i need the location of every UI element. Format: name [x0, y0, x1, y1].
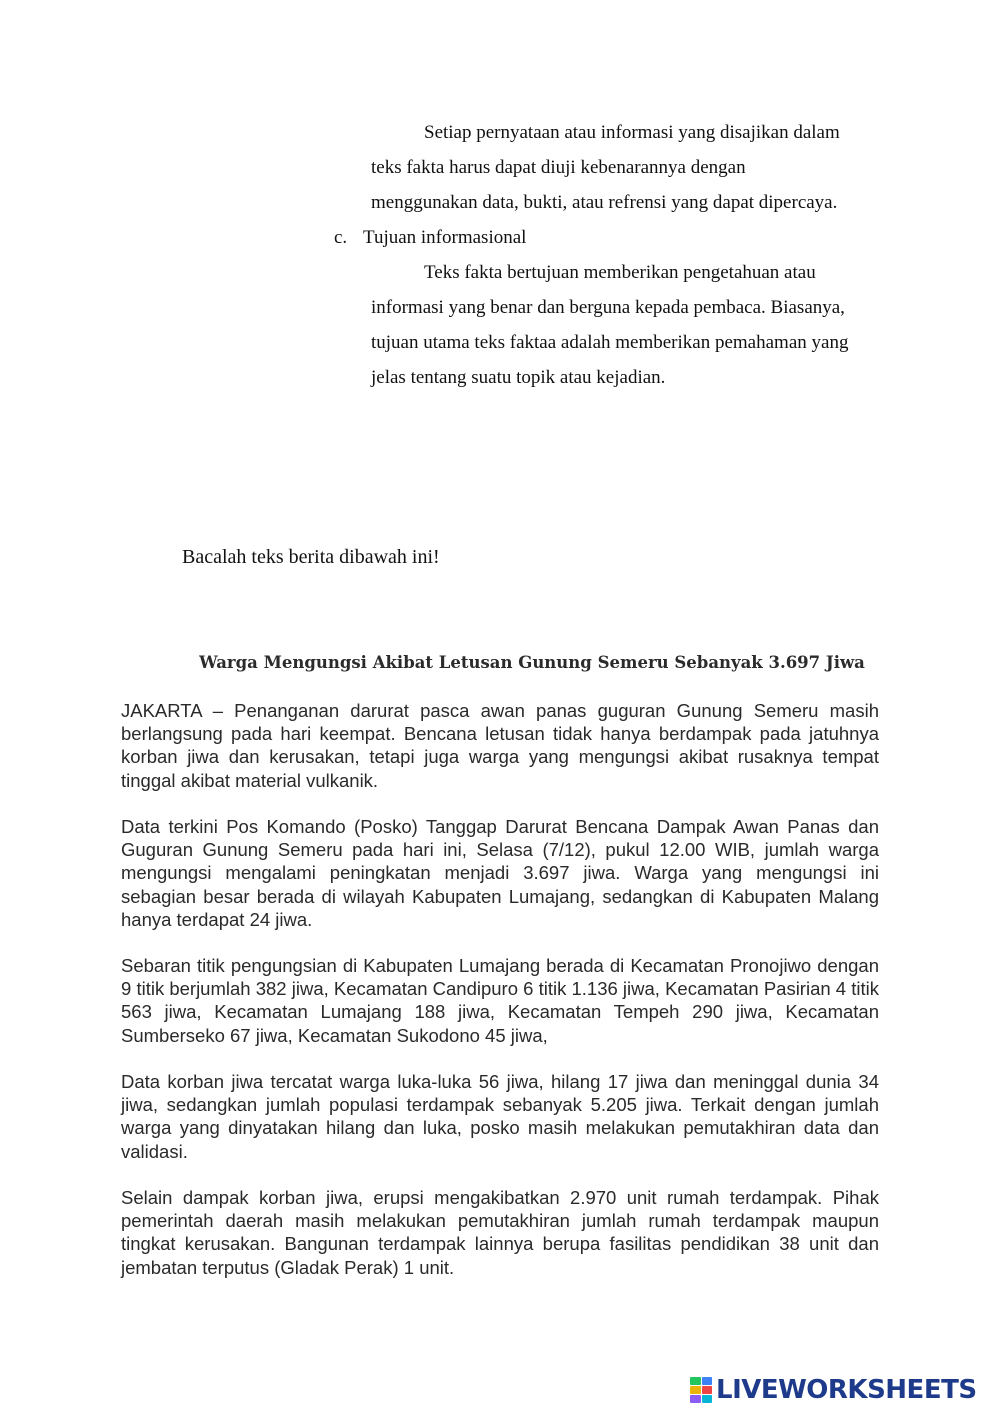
- fact-text-line: teks fakta harus dapat diuji kebenarannya dengan: [371, 157, 746, 178]
- logo-text: LIVEWORKSHEETS: [716, 1375, 977, 1405]
- logo-grid-icon: [690, 1377, 712, 1403]
- fact-text-line: Setiap pernyataan atau informasi yang disajikan dalam: [424, 122, 840, 143]
- instruction-text: Bacalah teks berita dibawah ini!: [182, 546, 440, 568]
- logo-square: [690, 1377, 701, 1385]
- article-paragraph: Selain dampak korban jiwa, erupsi mengakibatkan 2.970 unit rumah terdampak. Pihak pemerintah daerah masih melakukan pemutakhiran jumlah rumah terdampak maupun tingkat kerusakan. Bangunan terdampak lainnya berupa fasilitas pendidikan 38 unit dan jembatan terputus (Gladak Perak) 1 unit.: [121, 1187, 879, 1278]
- list-marker-c: c.: [334, 227, 348, 248]
- logo-square: [702, 1395, 713, 1403]
- article-paragraph: JAKARTA – Penanganan darurat pasca awan panas guguran Gunung Semeru masih berlangsung pada hari keempat. Bencana letusan tidak hanya berdampak pada jatuhnya korban jiwa dan kerusakan, tetapi juga warga yang mengungsi akibat rusaknya tempat tinggal akibat material vulkanik.: [121, 700, 879, 791]
- logo-square: [702, 1377, 713, 1385]
- article-paragraph: Sebaran titik pengungsian di Kabupaten Lumajang berada di Kecamatan Pronojiwo dengan 9 titik berjumlah 382 jiwa, Kecamatan Candipuro 6 titik 1.136 jiwa, Kecamatan Pasirian 4 titik 563 jiwa, Kecamatan Lumajang 188 jiwa, Kecamatan Tempeh 290 jiwa, Kecamatan Sumberseko 67 jiwa, Kecamatan Sukodono 45 jiwa,: [121, 955, 879, 1046]
- article-paragraph: Data terkini Pos Komando (Posko) Tanggap Darurat Bencana Dampak Awan Panas dan Guguran Gunung Semeru pada hari ini, Selasa (7/12), pukul 12.00 WIB, jumlah warga mengungsi mengalami peningkatan menjadi 3.697 jiwa. Warga yang mengungsi ini sebagian besar berada di wilayah Kabupaten Lumajang, sedangkan di Kabupaten Malang hanya terdapat 24 jiwa.: [121, 816, 879, 930]
- article-title: Warga Mengungsi Akibat Letusan Gunung Semeru Sebanyak 3.697 Jiwa: [199, 653, 865, 672]
- logo-square: [690, 1386, 701, 1394]
- liveworksheets-logo: [690, 1373, 977, 1407]
- list-item-heading: Tujuan informasional: [363, 227, 527, 248]
- fact-text-line: menggunakan data, bukti, atau refrensi yang dapat dipercaya.: [371, 192, 838, 213]
- fact-text-line: informasi yang benar dan berguna kepada pembaca. Biasanya,: [371, 297, 845, 318]
- article-paragraph: Data korban jiwa tercatat warga luka-luka 56 jiwa, hilang 17 jiwa dan meninggal dunia 34 jiwa, sedangkan jumlah populasi terdampak sebanyak 5.205 jiwa. Terkait dengan jumlah warga yang dinyatakan hilang dan luka, posko masih melakukan pemutakhiran data dan validasi.: [121, 1071, 879, 1162]
- fact-text-line: Teks fakta bertujuan memberikan pengetahuan atau: [424, 262, 816, 283]
- logo-square: [690, 1395, 701, 1403]
- logo-square: [702, 1386, 713, 1394]
- fact-text-line: jelas tentang suatu topik atau kejadian.: [371, 367, 666, 388]
- fact-text-line: tujuan utama teks faktaa adalah memberikan pemahaman yang: [371, 332, 849, 353]
